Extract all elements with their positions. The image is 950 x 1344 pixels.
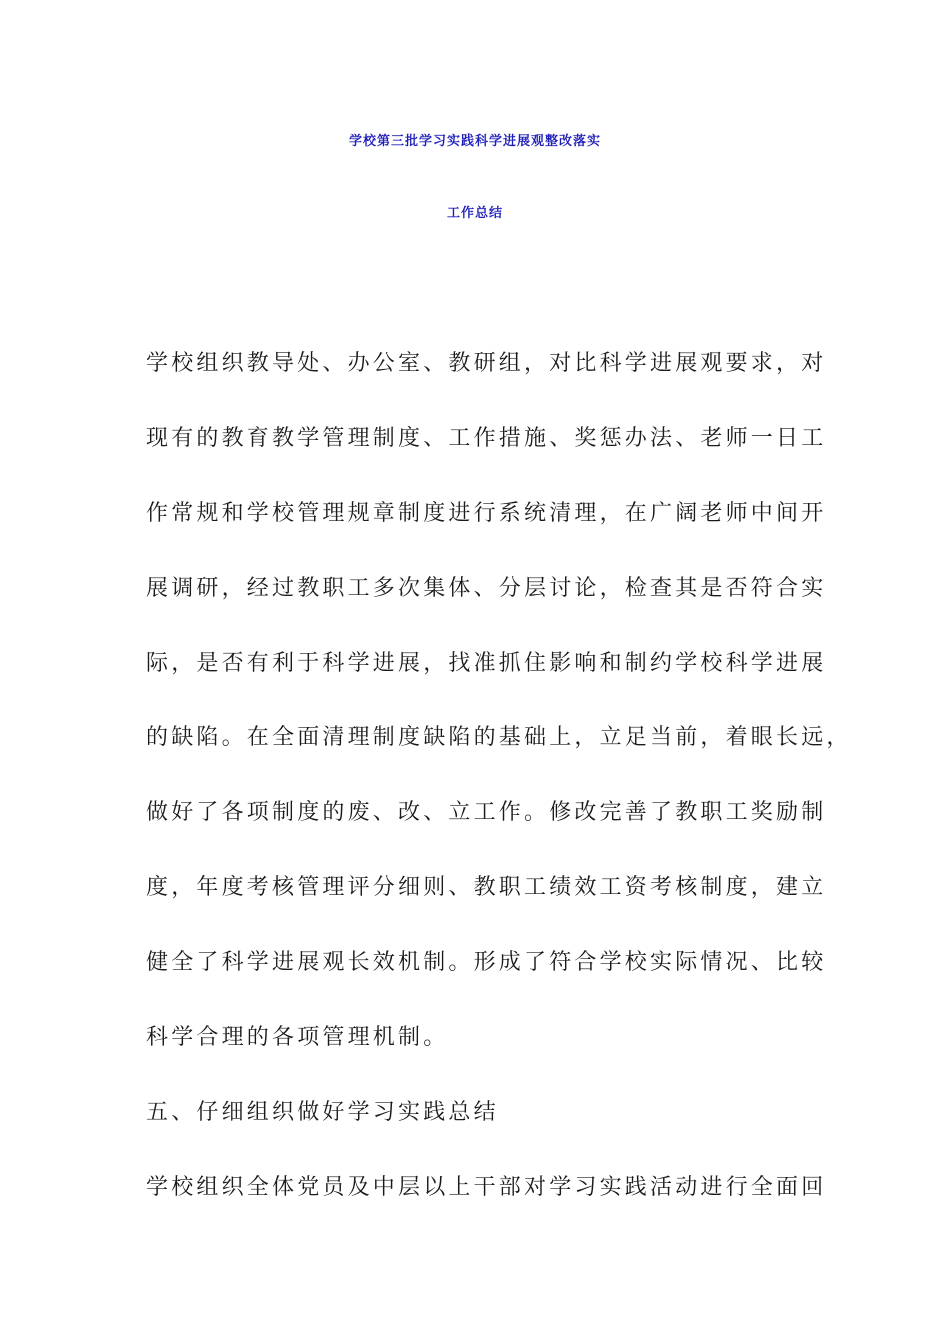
document-title-line-2: 工作总结: [446, 206, 503, 221]
body-line: 做好了各项制度的废、改、立工作。修改完善了教职工奖励制: [146, 800, 827, 825]
body-line: 作常规和学校管理规章制度进行系统清理，在广阔老师中间开: [146, 501, 827, 526]
body-line: 科学合理的各项管理机制。: [146, 1025, 449, 1050]
section-heading: 五、仔细组织做好学习实践总结: [146, 1100, 499, 1125]
document-title-line-1: 学校第三批学习实践科学进展观整改落实: [348, 134, 601, 149]
body-line: 学校组织教导处、办公室、教研组，对比科学进展观要求，对: [146, 351, 827, 376]
body-line: 健全了科学进展观长效机制。形成了符合学校实际情况、比较: [146, 950, 827, 975]
body-line: 现有的教育教学管理制度、工作措施、奖惩办法、老师一日工: [146, 426, 827, 451]
body-line: 度，年度考核管理评分细则、教职工绩效工资考核制度，建立: [146, 875, 827, 900]
body-line: 展调研，经过教职工多次集体、分层讨论，检查其是否符合实: [146, 576, 827, 601]
body-line: 的缺陷。在全面清理制度缺陷的基础上，立足当前，着眼长远，: [146, 725, 852, 750]
body-line: 际，是否有利于科学进展，找准抓住影响和制约学校科学进展: [146, 651, 827, 676]
body-line: 学校组织全体党员及中层以上干部对学习实践活动进行全面回: [146, 1175, 827, 1200]
